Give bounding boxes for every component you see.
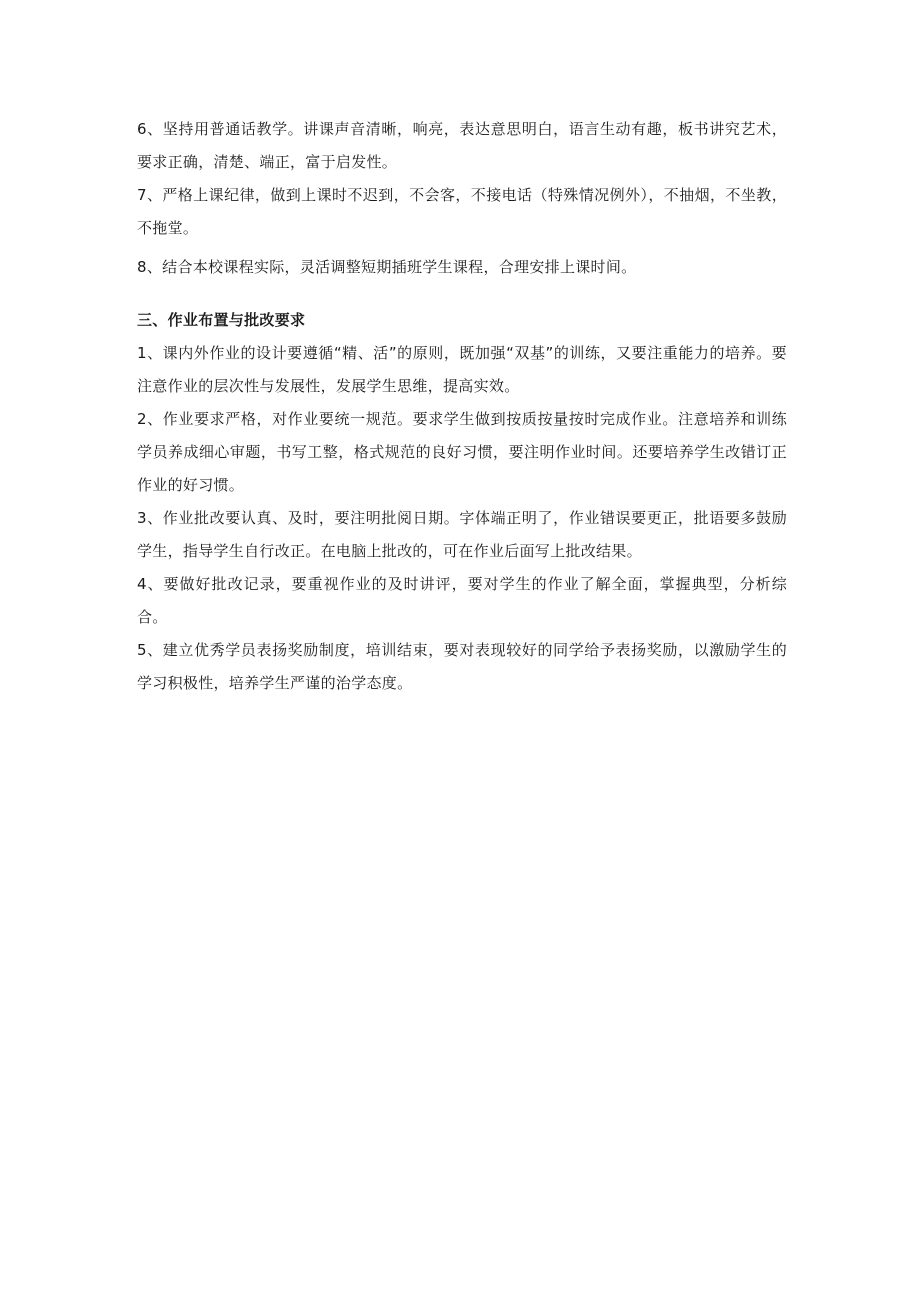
list-item-8: 8、结合本校课程实际，灵活调整短期插班学生课程，合理安排上课时间。 <box>137 258 637 276</box>
list-item-7: 7、严格上课纪律，做到上课时不迟到，不会客，不接电话（特殊情况例外），不抽烟，不坐教，不拖堂。 <box>137 186 787 237</box>
document-body <box>137 113 787 700</box>
list-item-1: 1、课内外作业的设计要遵循“精、活”的原则，既加强“双基”的训练，又要注重能力的培养。要注意作业的层次性与发展性，发展学生思维，提高实效。 <box>137 344 787 395</box>
list-item-4: 4、要做好批改记录，要重视作业的及时讲评，要对学生的作业了解全面，掌握典型，分析综合。 <box>137 575 787 626</box>
section-heading: 三、作业布置与批改要求 <box>137 311 306 329</box>
list-item-5: 5、建立优秀学员表扬奖励制度，培训结束，要对表现较好的同学给予表扬奖励，以激励学生的学习积极性，培养学生严谨的治学态度。 <box>137 641 787 692</box>
list-item-3: 3、作业批改要认真、及时，要注明批阅日期。字体端正明了，作业错误要更正，批语要多鼓励学生，指导学生自行改正。在电脑上批改的，可在作业后面写上批改结果。 <box>137 509 787 560</box>
list-item-2: 2、作业要求严格，对作业要统一规范。要求学生做到按质按量按时完成作业。注意培养和训练学员养成细心审题，书写工整，格式规范的良好习惯，要注明作业时间。还要培养学生改错订正作业的好习惯。 <box>137 410 787 494</box>
list-item-6: 6、坚持用普通话教学。讲课声音清晰，响亮，表达意思明白，语言生动有趣，板书讲究艺术，要求正确，清楚、端正，富于启发性。 <box>137 120 787 171</box>
